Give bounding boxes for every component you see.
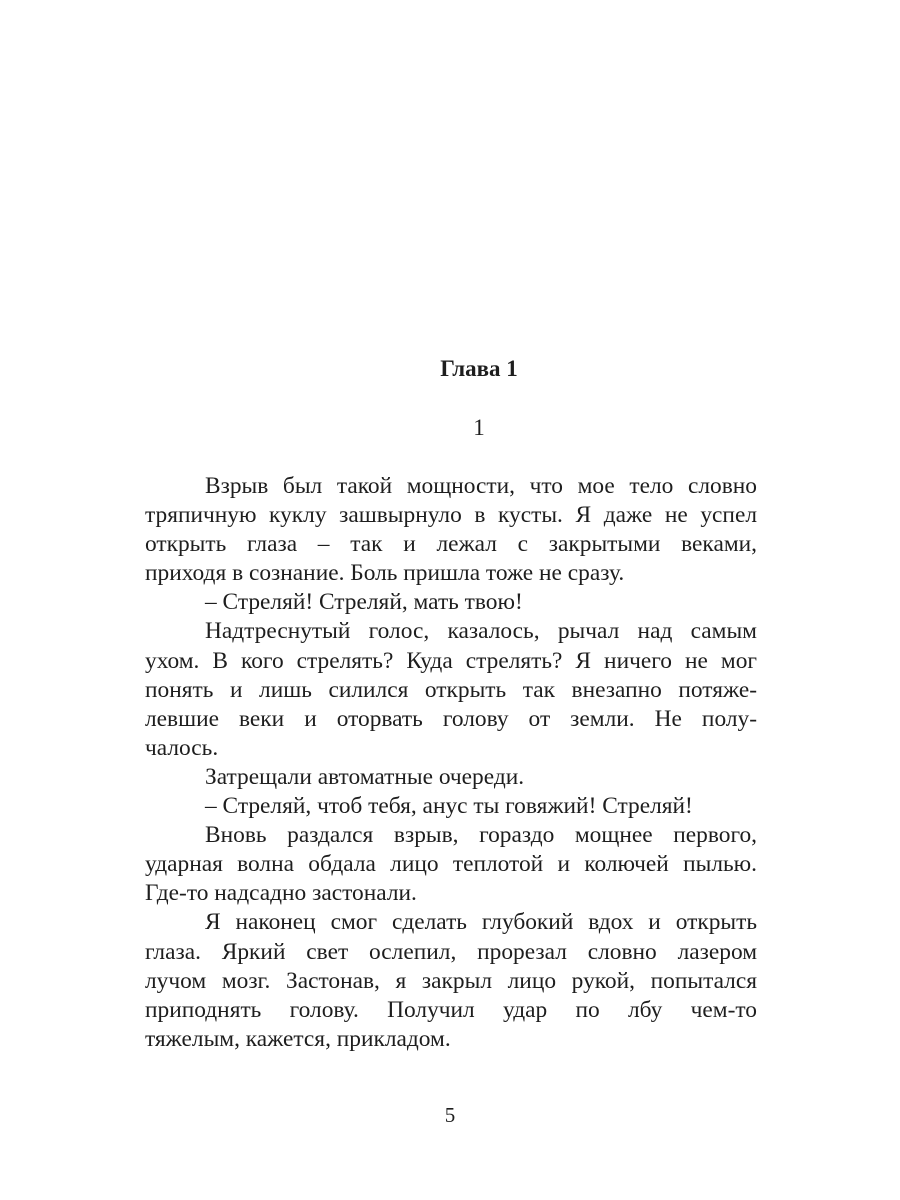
text-line: Затрещали автоматные очереди. xyxy=(205,763,525,790)
section-number: 1 xyxy=(473,415,485,440)
text-line: глаза. Яркий свет ослепил, прорезал словно лазером xyxy=(145,938,757,965)
text-line: Взрыв был такой мощности, что мое тело словно xyxy=(205,473,757,499)
text-line: ухом. В кого стрелять? Куда стрелять? Я ничего не мог xyxy=(145,647,757,674)
text-line: ударная волна обдала лицо теплотой и колючей пылью. xyxy=(145,851,757,878)
text-line: левшие веки и оторвать голову от земли. Не полу- xyxy=(145,705,757,732)
chapter-title: Глава 1 xyxy=(440,356,518,381)
text-line: открыть глаза – так и лежал с закрытыми веками, xyxy=(145,531,757,558)
text-line: Надтреснутый голос, казалось, рычал над самым xyxy=(205,618,757,645)
text-line: Я наконец смог сделать глубокий вдох и открыть xyxy=(205,909,757,936)
text-line: Где-то надсадно застонали. xyxy=(145,880,417,907)
text-line: приподнять голову. Получил удар по лбу чем-то xyxy=(145,996,757,1023)
text-line: чалось. xyxy=(145,734,219,761)
text-line: тряпичную куклу зашвырнуло в кусты. Я даже не успел xyxy=(145,502,757,529)
text-line: Вновь раздался взрыв, гораздо мощнее первого, xyxy=(205,822,757,849)
text-line: понять и лишь силился открыть так внезапно потяже- xyxy=(145,676,757,703)
text-line: – Стреляй! Стреляй, мать твою! xyxy=(205,589,523,616)
text-line: – Стреляй, чтоб тебя, анус ты говяжий! Стреляй! xyxy=(205,793,693,820)
text-line: лучом мозг. Застонав, я закрыл лицо рукой, попытался xyxy=(145,967,757,994)
page-number: 5 xyxy=(444,1103,456,1127)
text-line: тяжелым, кажется, прикладом. xyxy=(145,1025,451,1052)
text-line: приходя в сознание. Боль пришла тоже не сразу. xyxy=(145,560,625,587)
body-text xyxy=(145,472,757,1054)
